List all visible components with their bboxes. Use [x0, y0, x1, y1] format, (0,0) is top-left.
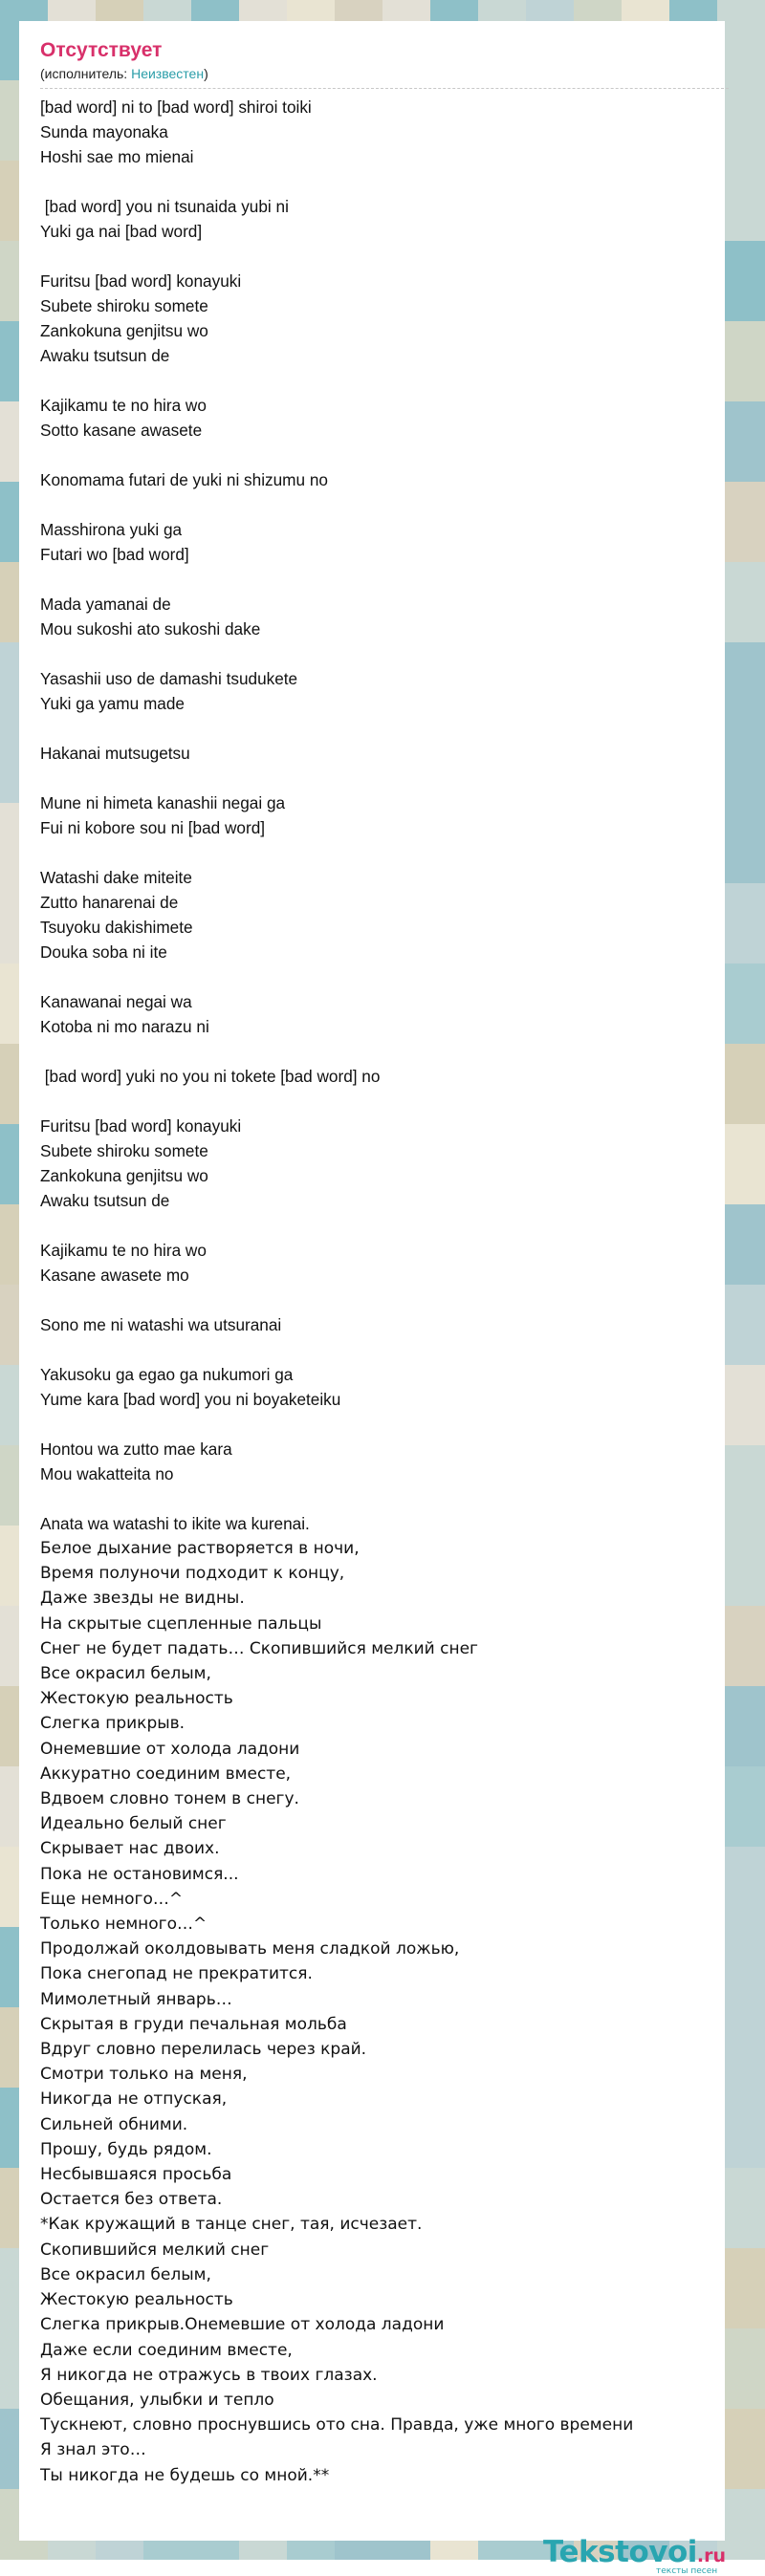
logo-domain: .ru: [696, 2545, 726, 2566]
lyrics-card: [19, 21, 725, 2541]
lyrics-original: [bad word] ni to [bad word] shiroi toiki Sunda mayonaka Hoshi sae mo mienai [bad word] you ni tsunaida yubi ni Yuki ga nai [bad word] Furitsu [bad word] konayuki Subete shiroku somete Zankokuna genjitsu wo Awaku tsutsun de Kajikamu te no hira wo Sotto kasane awasete Konomama futari de yuki ni shizumu no Masshirona yuki ga Futari wo [bad word] Mada yamanai de Mou sukoshi ato sukoshi dake Yasashii uso de damashi tsudukete Yuki ga yamu made Hakanai mutsugetsu Mune ni himeta kanashii negai ga Fui ni kobore sou ni [bad word] Watashi dake miteite Zutto hanarenai de Tsuyoku dakishimete Douka soba ni ite Kanawanai negai wa Kotoba ni mo narazu ni [bad word] yuki no you ni tokete [bad word] no Furitsu [bad word] konayuki Subete shiroku somete Zankokuna genjitsu wo Awaku tsutsun de Kajikamu te no hira wo Kasane awasete mo Sono me ni watashi wa utsuranai Yakusoku ga egao ga nukumori ga Yume kara [bad word] you ni boyaketeiku Hontou wa zutto mae kara Mou wakatteita no Anata wa watashi to ikite wa kurenai.: [40, 97, 381, 1533]
logo-text: Tekstovoi: [543, 2535, 697, 2569]
song-title: Отсутствует: [40, 39, 163, 61]
logo-tagline: тексты песен: [656, 2566, 718, 2576]
artist-suffix: ): [204, 66, 208, 81]
artist-line: [40, 65, 704, 82]
artist-link[interactable]: Неизвестен: [131, 66, 205, 81]
divider: [40, 88, 729, 89]
artist-prefix: (исполнитель:: [40, 66, 132, 81]
lyrics-translation: Белое дыхание растворяется в ночи, Время полуночи подходит к концу, Даже звезды не видны. На скрытые сцепленные пальцы Снег не будет падать… Скопившийся мелкий снег Все окрасил белым, Жестокую реальность Слегка прикрыв. Онемевшие от холода ладони Аккуратно соединим вместе, Вдвоем словно тонем в снегу. Идеально белый снег Скрывает нас двоих. Пока не остановимся... Еще немного…^ Только немного…^ Продолжай околдовывать меня сладкой ложью, Пока снегопад не прекратится. Мимолетный январь… Скрытая в груди печальная мольба Вдруг словно перелилась через край. Смотри только на меня, Никогда не отпуская, Сильней обними. Прошу, будь рядом. Несбывшаяся просьба Остается без ответа. *Как кружащий в танце снег, тая, исчезает. Скопившийся мелкий снег Все окрасил белым, Жестокую реальность Слегка прикрыв.Онемевшие от холода ладони Даже если соединим вместе, Я никогда не отражусь в твоих глазах. Обещания, улыбки и тепло Тускнеют, словно проснувшись ото сна. Правда, уже много времени Я знал это… Ты никогда не будешь со мной.**: [40, 1539, 634, 2485]
site-logo[interactable]: [543, 2535, 763, 2576]
